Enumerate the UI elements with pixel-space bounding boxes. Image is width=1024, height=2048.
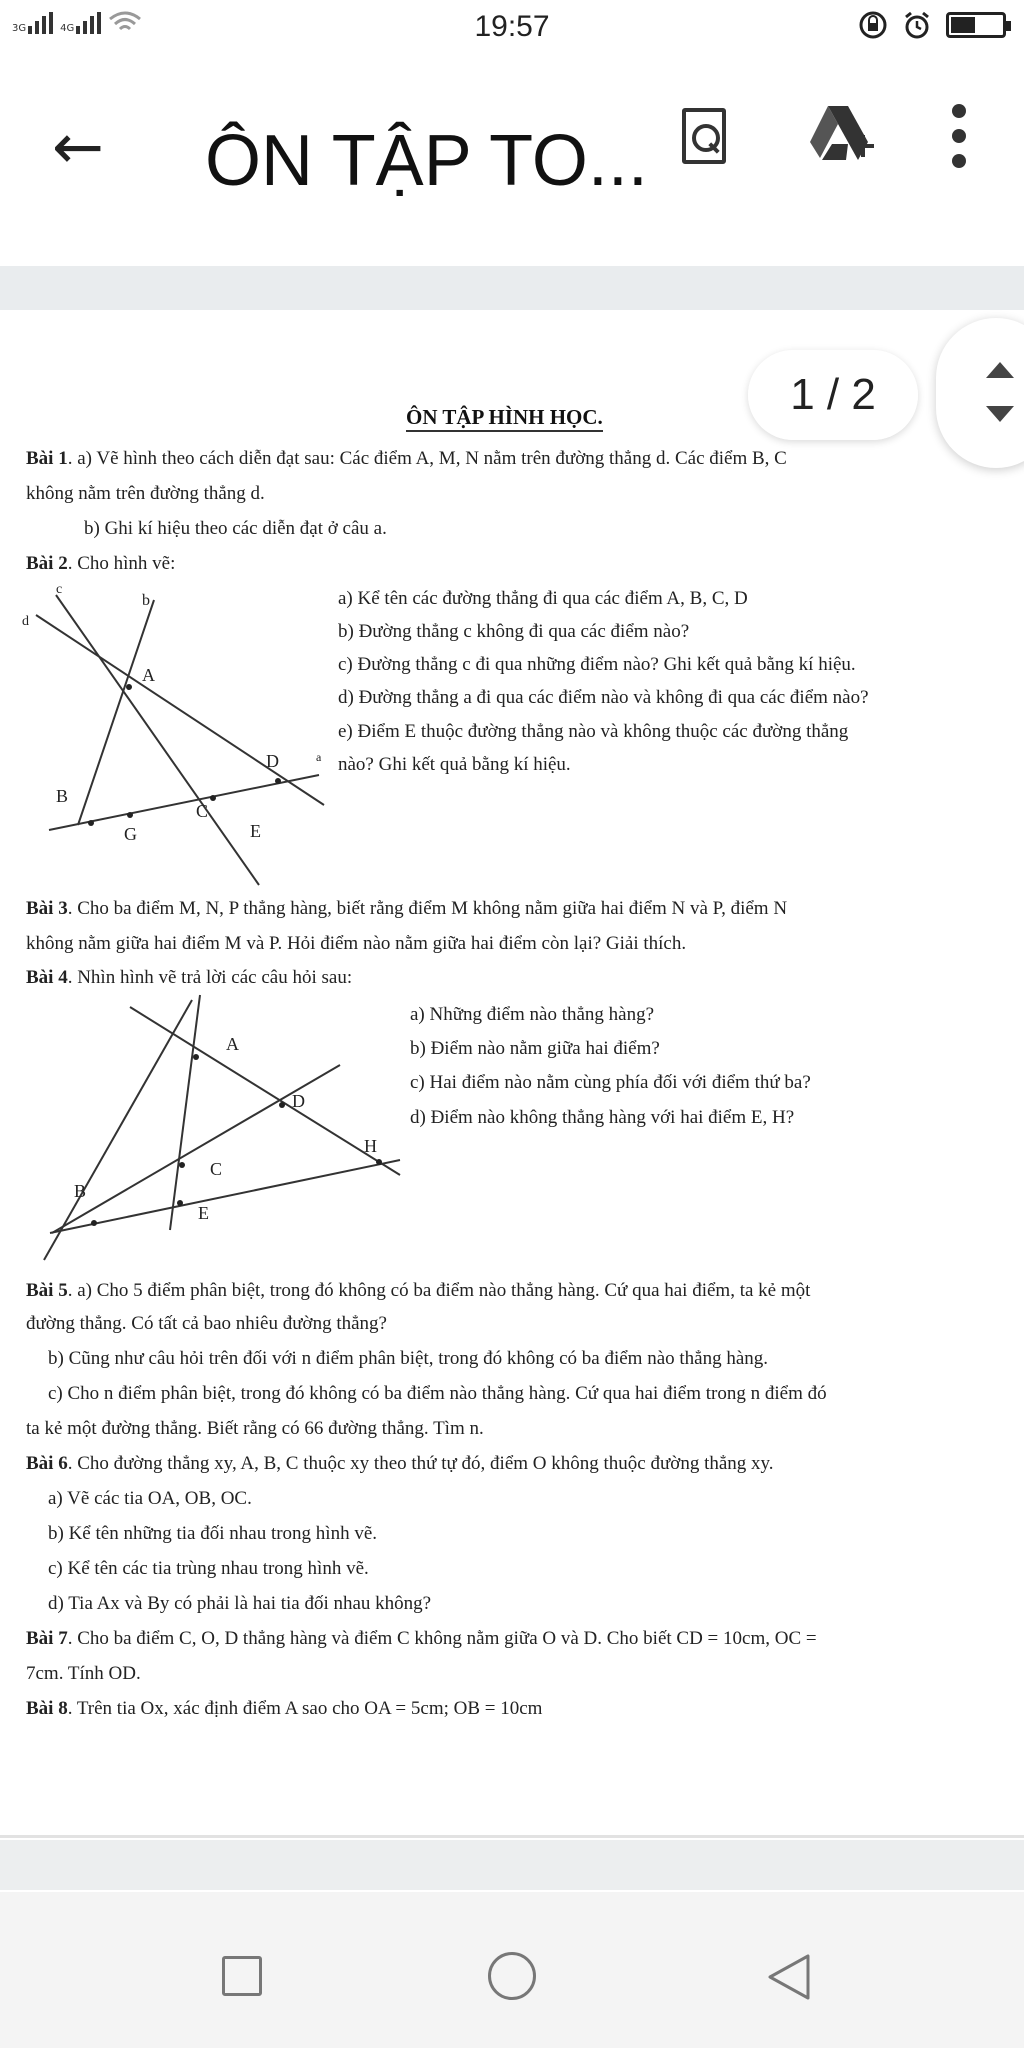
recents-square-icon[interactable] — [222, 1956, 262, 1996]
document-search-icon[interactable] — [682, 108, 726, 164]
network-type-1: 3G — [12, 23, 27, 34]
bai4-qd: d) Điểm nào không thẳng hàng với hai điểm E, H? — [410, 1107, 795, 1128]
fig4-label-E: E — [198, 1203, 209, 1223]
bai2-qe1: e) Điểm E thuộc đường thẳng nào và không thuộc các đường thẳng — [338, 721, 849, 742]
fig4-label-B: B — [74, 1181, 87, 1201]
bai5-line1 — [26, 1280, 810, 1302]
bai7-line2: 7cm. Tính OD. — [26, 1663, 141, 1684]
bai3-line2: không nằm giữa hai điểm M và P. Hỏi điểm nào nằm giữa hai điểm còn lại? Giải thích. — [26, 933, 687, 954]
bai6-intro-text: . Cho đường thẳng xy, A, B, C thuộc xy theo thứ tự đó, điểm O không thuộc đường thẳng xy. — [67, 1453, 774, 1474]
system-nav-bar — [0, 1892, 1024, 2048]
app-bar — [0, 56, 1024, 266]
fig2-label-A: A — [142, 665, 155, 685]
bai5-c-line2: ta kẻ một đường thẳng. Biết rằng có 66 đường thẳng. Tìm n. — [26, 1418, 484, 1439]
data-saver-icon — [858, 10, 888, 40]
bai2-qd: d) Đường thẳng a đi qua các điểm nào và không đi qua các điểm nào? — [338, 687, 869, 708]
fig2-label-a: a — [316, 750, 322, 764]
bai5-a-line2: đường thẳng. Có tất cả bao nhiêu đường thẳng? — [26, 1313, 387, 1334]
fig2-label-c: c — [56, 582, 63, 597]
alarm-icon — [902, 10, 932, 40]
bai2-qe2: nào? Ghi kết quả bằng kí hiệu. — [338, 754, 571, 775]
bai6-c: c) Kể tên các tia trùng nhau trong hình vẽ. — [48, 1558, 369, 1579]
bai8-label: Bài 8 — [26, 1698, 68, 1719]
bai2-intro — [26, 553, 175, 575]
bai5-c-line1: c) Cho n điểm phân biệt, trong đó không có ba điểm nào thẳng hàng. Cứ qua hai điểm trong n điểm đó — [48, 1383, 827, 1404]
bai5-a-line1: . a) Cho 5 điểm phân biệt, trong đó không có ba điểm nào thẳng hàng. Cứ qua hai điểm, ta kẻ một — [67, 1280, 811, 1301]
back-triangle-icon[interactable] — [766, 1952, 812, 2002]
viewer-top-divider — [0, 266, 1024, 310]
bai7-label: Bài 7 — [26, 1628, 68, 1649]
bai1-b: b) Ghi kí hiệu theo các diễn đạt ở câu a. — [84, 518, 387, 539]
fig2-label-C: C — [196, 801, 209, 821]
bai2-intro-text: . Cho hình vẽ: — [67, 553, 176, 574]
bai2-label: Bài 2 — [26, 553, 68, 574]
fig2-label-b: b — [142, 592, 150, 609]
bai4-qa: a) Những điểm nào thẳng hàng? — [410, 1004, 655, 1025]
status-icons — [858, 10, 1006, 40]
bai1-a-line1: . a) Vẽ hình theo cách diễn đạt sau: Các điểm A, M, N nằm trên đường thẳng d. Các điểm B, C — [67, 448, 787, 469]
battery-icon — [946, 12, 1006, 38]
bai3-label: Bài 3 — [26, 898, 68, 919]
fig2-label-G: G — [124, 824, 137, 844]
scroll-up-icon — [986, 362, 1014, 378]
bai5-b: b) Cũng như câu hỏi trên đối với n điểm phân biệt, trong đó không có ba điểm nào thẳng hàng. — [48, 1348, 769, 1369]
bai4-figure — [30, 985, 410, 1265]
network-type-2: 4G — [60, 23, 75, 34]
fig2-label-E: E — [250, 821, 261, 841]
bai6-d: d) Tia Ax và By có phải là hai tia đối nhau không? — [48, 1593, 432, 1614]
bai4-label: Bài 4 — [26, 967, 68, 988]
bai2-qc: c) Đường thẳng c đi qua những điểm nào? Ghi kết quả bằng kí hiệu. — [338, 654, 856, 675]
fig4-label-A: A — [226, 1034, 239, 1054]
bai6-intro — [26, 1453, 774, 1475]
bai3-line1-text: . Cho ba điểm M, N, P thẳng hàng, biết rằng điểm M không nằm giữa hai điểm N và P, điểm N — [67, 898, 788, 919]
page-indicator: 1 / 2 — [748, 350, 918, 440]
bai6-label: Bài 6 — [26, 1453, 68, 1474]
more-vert-icon[interactable] — [952, 104, 968, 168]
document-title: ÔN TẬP TO... — [205, 121, 648, 201]
status-bar — [0, 0, 1024, 56]
fig4-label-H: H — [364, 1136, 377, 1156]
fig2-label-B: B — [56, 786, 69, 806]
bai2-figure — [14, 575, 334, 895]
fig4-label-C: C — [210, 1159, 223, 1179]
bai4-qc: c) Hai điểm nào nằm cùng phía đối với điểm thứ ba? — [410, 1072, 811, 1093]
scroll-down-icon — [986, 406, 1014, 422]
bai2-qa: a) Kể tên các đường thẳng đi qua các điểm A, B, C, D — [338, 588, 748, 609]
bai4-qb: b) Điểm nào nằm giữa hai điểm? — [410, 1038, 660, 1059]
viewer-bottom-divider — [0, 1840, 1024, 1890]
fig2-label-d: d — [22, 614, 29, 629]
bai3-line1 — [26, 898, 787, 920]
bai2-qb: b) Đường thẳng c không đi qua các điểm nào? — [338, 621, 690, 642]
bai4-intro-text: . Nhìn hình vẽ trả lời các câu hỏi sau: — [67, 967, 353, 988]
bai8-line1-text: . Trên tia Ox, xác định điểm A sao cho OA = 5cm; OB = 10cm — [67, 1698, 543, 1719]
bai6-b: b) Kể tên những tia đối nhau trong hình vẽ. — [48, 1523, 378, 1544]
bai6-a: a) Vẽ các tia OA, OB, OC. — [48, 1488, 252, 1509]
clock: 19:57 — [474, 10, 550, 43]
drive-add-icon[interactable] — [808, 104, 876, 164]
bai8-line1 — [26, 1698, 542, 1720]
home-circle-icon[interactable] — [488, 1952, 536, 2000]
fast-scroll-handle[interactable] — [936, 318, 1024, 468]
fig4-label-D: D — [292, 1091, 305, 1111]
bai1-label: Bài 1 — [26, 448, 68, 469]
back-arrow-icon[interactable]: ← — [52, 110, 104, 183]
bai1-a-line2: không nằm trên đường thẳng d. — [26, 483, 265, 504]
bai1-line1 — [26, 448, 787, 470]
bai5-label: Bài 5 — [26, 1280, 68, 1301]
fig2-label-D: D — [266, 751, 279, 771]
doc-heading: ÔN TẬP HÌNH HỌC. — [406, 405, 603, 432]
bai7-line1 — [26, 1628, 817, 1650]
bai7-line1-text: . Cho ba điểm C, O, D thẳng hàng và điểm C không nằm giữa O và D. Cho biết CD = 10cm, OC = — [67, 1628, 817, 1649]
